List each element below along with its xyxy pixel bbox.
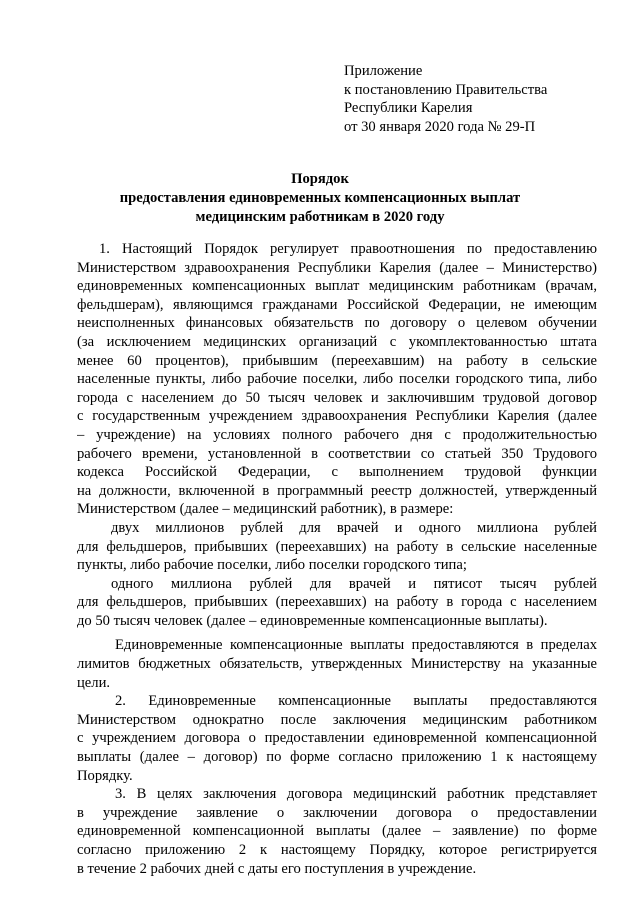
text-line: населенные пункты, либо рабочие поселки, либо поселки городского типа, либо <box>77 371 597 388</box>
text-line: в течение 2 рабочих дней с даты его поступления в учреждение. <box>77 860 477 877</box>
text-line: кодекса Российской Федерации, с выполнением трудовой функции <box>77 464 597 481</box>
text-line: Министерством (далее – медицинский работник), в размере: <box>77 501 454 518</box>
text-line: с государственным учреждением здравоохранения Республики Карелия (далее <box>77 408 597 425</box>
title-line: предоставления единовременных компенсационных выплат <box>119 190 521 206</box>
appendix-line: Республики Карелия <box>344 100 473 117</box>
text-line: до 50 тысяч человек (далее – единовременные компенсационные выплаты). <box>77 612 548 629</box>
text-line: 1. Настоящий Порядок регулирует правоотношения по предоставлению <box>99 241 597 257</box>
paragraph-1a <box>77 519 597 575</box>
text-line: фельдшерам), являющимся гражданами Российской Федерации, не имеющим <box>77 296 597 313</box>
paragraph-3 <box>77 785 597 878</box>
text-line: неисполненных финансовых обязательств по договору о целевом обучении <box>77 315 597 332</box>
text-line: на должности, включенной в программный реестр должностей, утвержденный <box>77 482 597 499</box>
text-line: Министерством однократно после заключения медицинским работником <box>77 711 597 728</box>
text-line: цели. <box>77 674 111 691</box>
paragraph-1c <box>77 636 597 692</box>
text-line: рабочего времени, установленной в соответствии со статьей 350 Трудового <box>77 445 597 462</box>
text-line: города с населением до 50 тысяч человек и заключившим трудовой договор <box>77 389 597 406</box>
text-line: пункты, либо рабочие поселки, либо поселки городского типа; <box>77 557 467 574</box>
appendix-line: от 30 января 2020 года № 29-П <box>344 118 536 135</box>
paragraph-1 <box>77 240 597 519</box>
text-line: для фельдшеров, прибывших (переехавших) на работу в сельские населенные <box>77 538 597 555</box>
text-line: единовременной компенсационной выплаты (далее – заявление) по форме <box>77 823 597 840</box>
text-line: выплаты (далее – договор) по форме согласно приложению 1 к настоящему <box>77 749 597 766</box>
text-line: – учреждение) на условиях полного рабочего дня с продолжительностью <box>77 426 597 443</box>
text-line: с учреждением договора о предоставлении единовременной компенсационной <box>77 730 597 747</box>
text-line: единовременных компенсационных выплат медицинским работникам (врачам, <box>77 278 597 295</box>
text-line: Порядку. <box>77 767 133 784</box>
appendix-line: к постановлению Правительства <box>344 81 548 98</box>
appendix-header <box>344 62 634 136</box>
text-line: для фельдшеров, прибывших (переехавших) на работу в города с населением <box>77 594 597 611</box>
title-line: Порядок <box>291 171 349 187</box>
text-line: в учреждение заявление о заключении договора о предоставлении <box>77 804 597 821</box>
text-line: 3. В целях заключения договора медицинский работник представляет <box>115 786 597 803</box>
text-line: согласно приложению 2 к настоящему Порядку, которое регистрируется <box>77 842 597 858</box>
text-line: Министерством здравоохранения Республики Карелия (далее – Министерство) <box>77 259 597 276</box>
text-line: менее 60 процентов), прибывшим (переехавшим) на работу в сельские <box>77 352 597 369</box>
title-line: медицинским работникам в 2020 году <box>195 209 445 225</box>
text-line: Единовременные компенсационные выплаты предоставляются в пределах <box>115 637 597 654</box>
text-line: одного миллиона рублей для врачей и пятисот тысяч рублей <box>111 575 597 592</box>
text-line: (за исключением медицинских организаций с укомплектованностью штата <box>77 333 597 350</box>
text-line: лимитов бюджетных обязательств, утвержденных Министерству на указанные <box>77 656 597 673</box>
document-body <box>77 240 597 878</box>
document-title <box>0 170 640 227</box>
paragraph-1b <box>77 575 597 631</box>
paragraph-2 <box>77 692 597 785</box>
text-line: 2. Единовременные компенсационные выплаты предоставляются <box>115 693 597 710</box>
text-line: двух миллионов рублей для врачей и одного миллиона рублей <box>111 519 597 536</box>
appendix-line: Приложение <box>344 63 423 79</box>
